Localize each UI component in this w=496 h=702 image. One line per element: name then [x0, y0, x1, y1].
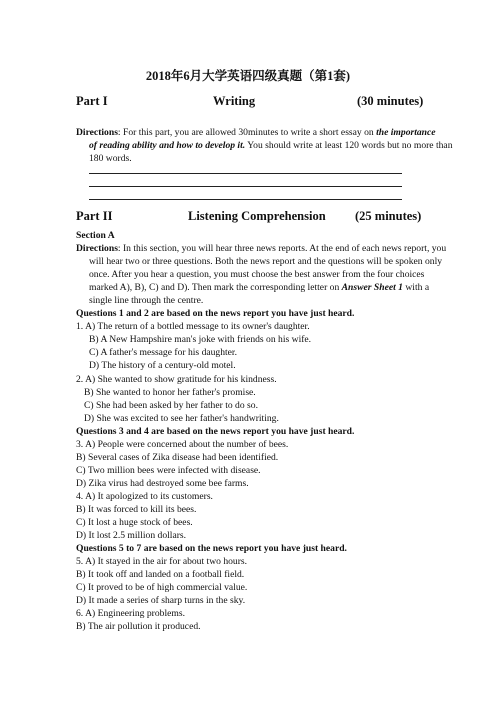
- part1-label: Part I: [76, 94, 108, 108]
- answer-option: B) She wanted to honor her father's promise.: [84, 387, 256, 398]
- part1-directions-line1: [76, 126, 436, 139]
- answer-option: D) It lost 2.5 million dollars.: [76, 530, 187, 541]
- answer-option: D) Zika virus had destroyed some bee farms.: [76, 478, 249, 489]
- directions-text: : For this part, you are allowed 30minutes to write a short essay on: [117, 127, 377, 138]
- question-item: 5. A) It stayed in the air for about two hours.: [76, 556, 248, 567]
- answer-option: D) She was excited to see her father's handwriting.: [84, 413, 279, 424]
- answer-option: C) Two million bees were infected with disease.: [76, 465, 261, 476]
- directions-topic: the importance: [376, 127, 436, 138]
- directions-text: You should write at least 120 words but no more than: [245, 140, 453, 151]
- directions-text: : In this section, you will hear three news reports. At the end of each news report, you: [117, 243, 447, 254]
- question-item: 4. A) It apologized to its customers.: [76, 491, 213, 502]
- answer-line: [89, 186, 402, 187]
- answer-option: B) It took off and landed on a football field.: [76, 569, 245, 580]
- part2-directions-line5: single line through the centre.: [89, 295, 204, 306]
- question-item: 3. A) People were concerned about the number of bees.: [76, 439, 289, 450]
- answer-option: C) She had been asked by her father to do so.: [84, 400, 258, 411]
- question-group-heading: Questions 1 and 2 are based on the news report you have just heard.: [76, 308, 355, 319]
- document-title: 2018年6月大学英语四级真题（第1套): [145, 69, 351, 83]
- answer-option: D) It made a series of sharp turns in the sky.: [76, 595, 246, 606]
- directions-label: Directions: [76, 127, 118, 138]
- part1-directions-line2: [89, 139, 453, 152]
- answer-option: C) It lost a huge stock of bees.: [76, 517, 193, 528]
- question-item: 2. A) She wanted to show gratitude for his kindness.: [76, 374, 277, 385]
- answer-option: D) The history of a century-old motel.: [89, 360, 236, 371]
- answer-line: [89, 199, 402, 200]
- answer-option: B) The air pollution it produced.: [76, 621, 201, 632]
- part2-directions-line1: [76, 242, 446, 255]
- directions-text: marked A), B), C) and D). Then mark the corresponding letter on: [89, 282, 342, 293]
- directions-label: Directions: [76, 243, 118, 254]
- question-item: 1. A) The return of a bottled message to its owner's daughter.: [76, 321, 310, 332]
- answer-option: B) A New Hampshire man's joke with friends on his wife.: [89, 334, 312, 345]
- part2-name: Listening Comprehension: [188, 209, 326, 223]
- answer-option: C) It proved to be of high commercial value.: [76, 582, 248, 593]
- question-group-heading: Questions 5 to 7 are based on the news report you have just heard.: [76, 543, 347, 554]
- directions-topic: of reading ability and how to develop it.: [89, 140, 246, 151]
- part2-directions-line3: once. After you hear a question, you must choose the best answer from the four choices: [89, 269, 425, 280]
- question-group-heading: Questions 3 and 4 are based on the news report you have just heard.: [76, 426, 355, 437]
- part2-label: Part II: [76, 209, 113, 223]
- part1-time: (30 minutes): [357, 94, 424, 108]
- part1-directions-line3: 180 words.: [89, 153, 132, 164]
- part1-name: Writing: [213, 94, 256, 108]
- answer-option: B) It was forced to kill its bees.: [76, 504, 197, 515]
- answer-option: C) A father's message for his daughter.: [89, 347, 237, 358]
- section-heading: Section A: [76, 230, 115, 241]
- answer-line: [89, 173, 402, 174]
- question-item: 6. A) Engineering problems.: [76, 608, 185, 619]
- part2-directions-line2: will hear two or three questions. Both the news report and the questions will be spoken only: [89, 256, 443, 267]
- part2-time: (25 minutes): [355, 209, 422, 223]
- part2-directions-line4: [89, 281, 429, 294]
- answer-option: B) Several cases of Zika disease had been identified.: [76, 452, 279, 463]
- answer-sheet-ref: Answer Sheet 1: [341, 282, 403, 293]
- directions-text: with a: [402, 282, 430, 293]
